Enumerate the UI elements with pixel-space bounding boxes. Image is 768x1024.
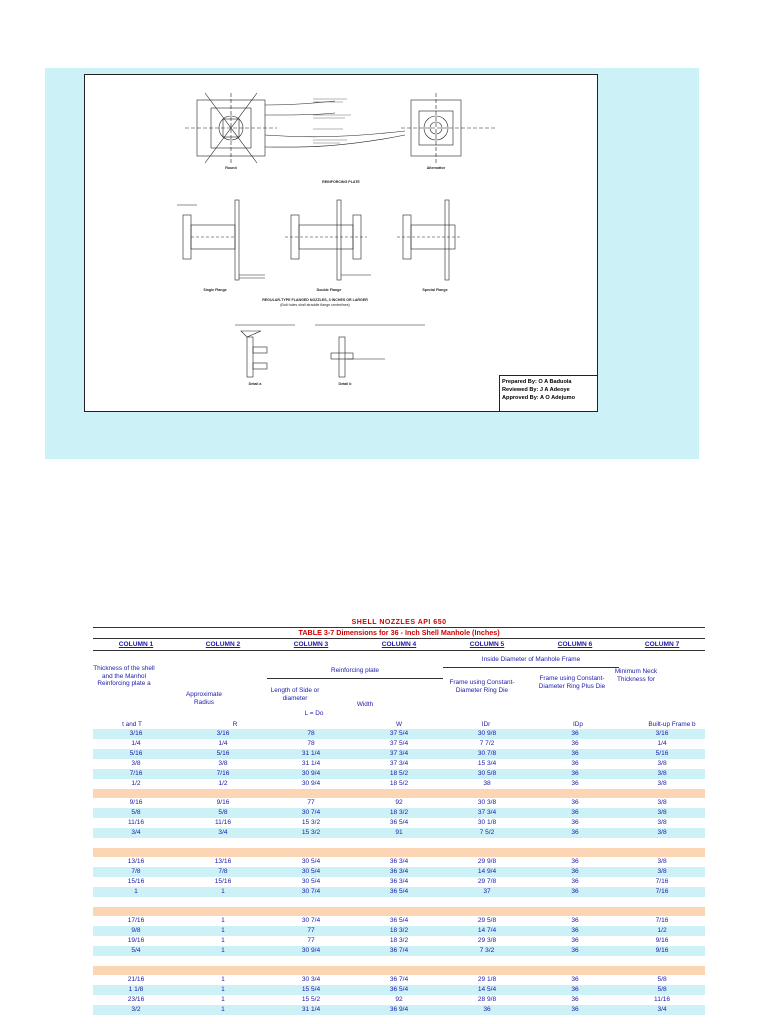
prepared-by: Prepared By: O A Baduola bbox=[502, 379, 572, 385]
detail-a bbox=[235, 325, 295, 377]
cell-col5 bbox=[443, 897, 531, 907]
cell-col5: 37 bbox=[443, 887, 531, 897]
cell-col3: 31 1/4 bbox=[267, 1005, 355, 1015]
cell-col1: 7/16 bbox=[93, 769, 179, 779]
cell-col1: 13/16 bbox=[93, 857, 179, 867]
cell-col2: 3/16 bbox=[179, 729, 267, 739]
cell-col2: 9/16 bbox=[179, 798, 267, 808]
cell-col1 bbox=[93, 907, 179, 916]
cell-col7: 3/8 bbox=[619, 828, 705, 838]
col1-desc: Thickness of the shell and the Manhol Reinforcing plate a bbox=[93, 665, 155, 687]
cell-col1: 1 1/8 bbox=[93, 985, 179, 995]
cell-col6: 36 bbox=[531, 975, 619, 985]
nozzle-drawing bbox=[85, 75, 597, 411]
cell-col3: 31 1/4 bbox=[267, 759, 355, 769]
cell-col4: 37 3/4 bbox=[355, 759, 443, 769]
cell-col4: 18 3/2 bbox=[355, 808, 443, 818]
cell-col1: 5/4 bbox=[93, 946, 179, 956]
cell-col1 bbox=[93, 956, 179, 966]
approved-by: Approved By: A O Adejumo bbox=[502, 395, 576, 401]
cell-col5: 29 7/8 bbox=[443, 877, 531, 887]
cell-col3: 15 3/2 bbox=[267, 818, 355, 828]
cell-col3 bbox=[267, 956, 355, 966]
table-row bbox=[93, 916, 705, 926]
cell-col5: 29 1/8 bbox=[443, 975, 531, 985]
cell-col4: 37 5/4 bbox=[355, 739, 443, 749]
cell-col7: 9/16 bbox=[619, 946, 705, 956]
cell-col5: 29 5/8 bbox=[443, 916, 531, 926]
cell-col5: 14 9/4 bbox=[443, 867, 531, 877]
column-1-label: COLUMN 1 bbox=[118, 641, 154, 648]
cell-col3: 31 1/4 bbox=[267, 749, 355, 759]
cell-col6: 36 bbox=[531, 877, 619, 887]
cell-col3: 30 9/4 bbox=[267, 779, 355, 789]
cell-col7: 3/8 bbox=[619, 857, 705, 867]
cell-col2: 1 bbox=[179, 916, 267, 926]
cell-col4: 18 5/2 bbox=[355, 769, 443, 779]
cell-col3: 77 bbox=[267, 798, 355, 808]
cell-col2: 1 bbox=[179, 995, 267, 1005]
cell-col7 bbox=[619, 789, 705, 798]
column-2-label: COLUMN 2 bbox=[205, 641, 241, 648]
double-flange-nozzle bbox=[285, 200, 371, 280]
label-double-flange: Double Flange bbox=[316, 288, 342, 292]
col2-symbol: R bbox=[232, 721, 238, 728]
cell-col7 bbox=[619, 966, 705, 975]
cell-col3: 30 9/4 bbox=[267, 946, 355, 956]
cell-col7: 5/8 bbox=[619, 985, 705, 995]
column-3-label: COLUMN 3 bbox=[293, 641, 329, 648]
cell-col6: 36 bbox=[531, 759, 619, 769]
cell-col1: 9/16 bbox=[93, 798, 179, 808]
cell-col2 bbox=[179, 907, 267, 916]
cell-col3 bbox=[267, 907, 355, 916]
table-row bbox=[93, 779, 705, 789]
label-regular-nozzles: REGULAR-TYPE FLANGED NOZZLES, 3 INCHES OR LARGER bbox=[262, 298, 368, 302]
cell-col7: 3/8 bbox=[619, 769, 705, 779]
cell-col1: 11/16 bbox=[93, 818, 179, 828]
cell-col5: 29 9/8 bbox=[443, 857, 531, 867]
title-block bbox=[499, 375, 597, 411]
cell-col2: 7/16 bbox=[179, 769, 267, 779]
table-row bbox=[93, 729, 705, 739]
cell-col6: 36 bbox=[531, 887, 619, 897]
cell-col2 bbox=[179, 789, 267, 798]
table-row bbox=[93, 749, 705, 759]
table-row bbox=[93, 1005, 705, 1015]
cell-col6 bbox=[531, 848, 619, 857]
col6-symbol: IDp bbox=[573, 721, 583, 728]
cell-col1: 1/4 bbox=[93, 739, 179, 749]
cell-col7 bbox=[619, 956, 705, 966]
label-round: Round bbox=[225, 166, 237, 170]
cell-col1: 5/16 bbox=[93, 749, 179, 759]
cell-col3: 30 5/4 bbox=[267, 857, 355, 867]
label-single-flange: Single Flange bbox=[203, 288, 227, 292]
cell-col7: 11/16 bbox=[619, 995, 705, 1005]
cell-col4: 18 3/2 bbox=[355, 936, 443, 946]
cell-col6 bbox=[531, 907, 619, 916]
cell-col7: 3/8 bbox=[619, 779, 705, 789]
col3-desc: Length of Side or diameter bbox=[270, 687, 320, 702]
label-reinforcing-plate: REINFORCING PLATE bbox=[322, 180, 360, 184]
col6-desc: Frame using Constant-Diameter Ring Plus Die bbox=[538, 675, 606, 690]
cell-col2: 5/8 bbox=[179, 808, 267, 818]
cell-col7: 1/2 bbox=[619, 926, 705, 936]
cell-col1 bbox=[93, 789, 179, 798]
cell-col1: 3/4 bbox=[93, 828, 179, 838]
cell-col2: 1 bbox=[179, 887, 267, 897]
cell-col6: 36 bbox=[531, 985, 619, 995]
table-row bbox=[93, 828, 705, 838]
table-row bbox=[93, 818, 705, 828]
table-row bbox=[93, 985, 705, 995]
cell-col1: 19/16 bbox=[93, 936, 179, 946]
reinforcing-plate-header: Reinforcing plate bbox=[267, 667, 443, 679]
cell-col4 bbox=[355, 838, 443, 848]
cell-col5: 7 5/2 bbox=[443, 828, 531, 838]
table-title: SHELL NOZZLES API 650 bbox=[351, 619, 447, 626]
cell-col7: 3/8 bbox=[619, 798, 705, 808]
cell-col3: 30 5/4 bbox=[267, 877, 355, 887]
cell-col3: 30 9/4 bbox=[267, 769, 355, 779]
cell-col4 bbox=[355, 966, 443, 975]
col5-symbol: IDr bbox=[481, 721, 491, 728]
cell-col1: 23/16 bbox=[93, 995, 179, 1005]
cell-col6 bbox=[531, 897, 619, 907]
cell-col2: 5/16 bbox=[179, 749, 267, 759]
cell-col5 bbox=[443, 848, 531, 857]
cell-col5: 38 bbox=[443, 779, 531, 789]
col7-desc: Minimum Neck Thickness for bbox=[614, 668, 658, 683]
cell-col4: 18 3/2 bbox=[355, 926, 443, 936]
table-row bbox=[93, 936, 705, 946]
cell-col2: 1 bbox=[179, 985, 267, 995]
cell-col2: 1/2 bbox=[179, 779, 267, 789]
manhole-dimensions-table-wrap bbox=[93, 619, 705, 1015]
cell-col7: 3/8 bbox=[619, 818, 705, 828]
separator-row bbox=[93, 907, 705, 916]
table-row bbox=[93, 867, 705, 877]
cell-col4 bbox=[355, 789, 443, 798]
label-detail-b: Detail b bbox=[338, 382, 352, 386]
reviewed-by: Reviewed By: J A Adeoye bbox=[502, 387, 570, 393]
column-4-label: COLUMN 4 bbox=[381, 641, 417, 648]
cell-col6: 36 bbox=[531, 936, 619, 946]
cell-col3 bbox=[267, 966, 355, 975]
separator-row bbox=[93, 966, 705, 975]
cell-col4: 36 5/4 bbox=[355, 916, 443, 926]
cell-col5 bbox=[443, 966, 531, 975]
cell-col2: 3/4 bbox=[179, 828, 267, 838]
cell-col1 bbox=[93, 966, 179, 975]
table-row bbox=[93, 946, 705, 956]
table-row bbox=[93, 838, 705, 848]
table-row bbox=[93, 769, 705, 779]
cell-col1: 15/16 bbox=[93, 877, 179, 887]
cell-col4 bbox=[355, 848, 443, 857]
column-7-label: COLUMN 7 bbox=[644, 641, 680, 648]
cell-col3 bbox=[267, 848, 355, 857]
table-row bbox=[93, 887, 705, 897]
cell-col6: 36 bbox=[531, 995, 619, 1005]
column-6-label: COLUMN 6 bbox=[557, 641, 593, 648]
cell-col5: 30 5/8 bbox=[443, 769, 531, 779]
cell-col3: 15 3/2 bbox=[267, 828, 355, 838]
cell-col2: 1/4 bbox=[179, 739, 267, 749]
cell-col7: 5/16 bbox=[619, 749, 705, 759]
cell-col4: 36 7/4 bbox=[355, 946, 443, 956]
cell-col1: 5/8 bbox=[93, 808, 179, 818]
cell-col7: 1/4 bbox=[619, 739, 705, 749]
detail-b bbox=[315, 325, 425, 377]
col4-symbol: W bbox=[395, 721, 403, 728]
cell-col3 bbox=[267, 789, 355, 798]
cell-col1 bbox=[93, 838, 179, 848]
reinforcing-plate-alternative-view bbox=[401, 93, 495, 163]
cell-col1 bbox=[93, 897, 179, 907]
cell-col5: 14 5/4 bbox=[443, 985, 531, 995]
cell-col2: 11/16 bbox=[179, 818, 267, 828]
cell-col1: 3/16 bbox=[93, 729, 179, 739]
cell-col2: 1 bbox=[179, 946, 267, 956]
cell-col2: 1 bbox=[179, 936, 267, 946]
cell-col3: 30 7/4 bbox=[267, 916, 355, 926]
cell-col5 bbox=[443, 838, 531, 848]
cell-col2: 13/16 bbox=[179, 857, 267, 867]
label-special-flange: Special Flange bbox=[422, 288, 448, 292]
label-alternative: Alternative bbox=[426, 166, 446, 170]
cell-col7 bbox=[619, 848, 705, 857]
cell-col5 bbox=[443, 907, 531, 916]
manhole-dimensions-table bbox=[93, 619, 705, 1015]
cell-col6: 36 bbox=[531, 769, 619, 779]
cell-col4: 91 bbox=[355, 828, 443, 838]
cell-col5: 37 3/4 bbox=[443, 808, 531, 818]
col4-desc: Width bbox=[356, 701, 374, 708]
cell-col5: 29 3/8 bbox=[443, 936, 531, 946]
table-row bbox=[93, 759, 705, 769]
cell-col7: 3/16 bbox=[619, 729, 705, 739]
cell-col1 bbox=[93, 848, 179, 857]
cell-col7: 9/16 bbox=[619, 936, 705, 946]
table-row bbox=[93, 739, 705, 749]
drawing-sheet bbox=[84, 74, 598, 412]
single-flange-nozzle bbox=[177, 200, 265, 280]
cell-col4: 36 7/4 bbox=[355, 975, 443, 985]
table-row bbox=[93, 926, 705, 936]
cell-col3: 78 bbox=[267, 739, 355, 749]
cell-col2 bbox=[179, 956, 267, 966]
cell-col4: 36 3/4 bbox=[355, 877, 443, 887]
cell-col4: 36 5/4 bbox=[355, 985, 443, 995]
cell-col2 bbox=[179, 897, 267, 907]
cell-col4 bbox=[355, 956, 443, 966]
table-body bbox=[93, 729, 705, 1015]
label-bolt-holes: (Bolt holes shall straddle flange centerlines) bbox=[280, 303, 350, 307]
cell-col6: 36 bbox=[531, 916, 619, 926]
cell-col5: 30 3/8 bbox=[443, 798, 531, 808]
cell-col4: 37 3/4 bbox=[355, 749, 443, 759]
cell-col5 bbox=[443, 956, 531, 966]
cell-col5: 36 bbox=[443, 1005, 531, 1015]
table-row bbox=[93, 798, 705, 808]
cell-col6: 36 bbox=[531, 857, 619, 867]
cell-col2 bbox=[179, 966, 267, 975]
cell-col7 bbox=[619, 907, 705, 916]
cell-col4: 36 5/4 bbox=[355, 818, 443, 828]
cell-col3: 30 7/4 bbox=[267, 887, 355, 897]
cell-col2: 1 bbox=[179, 926, 267, 936]
cell-col6: 36 bbox=[531, 828, 619, 838]
cell-col7: 3/4 bbox=[619, 1005, 705, 1015]
cell-col7 bbox=[619, 897, 705, 907]
cell-col6: 36 bbox=[531, 926, 619, 936]
cell-col4: 36 3/4 bbox=[355, 857, 443, 867]
cell-col3: 30 3/4 bbox=[267, 975, 355, 985]
inside-diameter-header: Inside Diameter of Manhole Frame bbox=[443, 656, 619, 668]
cell-col2: 3/8 bbox=[179, 759, 267, 769]
cell-col1: 17/16 bbox=[93, 916, 179, 926]
cell-col7: 7/16 bbox=[619, 887, 705, 897]
cell-col6: 36 bbox=[531, 749, 619, 759]
cell-col5: 30 7/8 bbox=[443, 749, 531, 759]
cell-col6: 36 bbox=[531, 1005, 619, 1015]
cell-col2: 1 bbox=[179, 1005, 267, 1015]
cell-col3: 30 7/4 bbox=[267, 808, 355, 818]
cell-col2: 1 bbox=[179, 975, 267, 985]
cell-col5: 15 3/4 bbox=[443, 759, 531, 769]
cell-col2 bbox=[179, 838, 267, 848]
table-row bbox=[93, 808, 705, 818]
cell-col1: 7/8 bbox=[93, 867, 179, 877]
table-row bbox=[93, 995, 705, 1005]
label-detail-a: Detail a bbox=[248, 382, 262, 386]
cell-col6: 36 bbox=[531, 946, 619, 956]
cell-col6: 36 bbox=[531, 867, 619, 877]
cell-col6: 36 bbox=[531, 798, 619, 808]
column-number-row bbox=[93, 639, 705, 651]
col1-symbol: t and T bbox=[122, 721, 142, 728]
cell-col5: 30 9/8 bbox=[443, 729, 531, 739]
cell-col3: 30 5/4 bbox=[267, 867, 355, 877]
table-subtitle: TABLE 3-7 Dimensions for 36 - Inch Shell Manhole (Inches) bbox=[93, 628, 705, 639]
cell-col1: 9/8 bbox=[93, 926, 179, 936]
cell-col7: 7/16 bbox=[619, 877, 705, 887]
cell-col6: 36 bbox=[531, 729, 619, 739]
cell-col4: 92 bbox=[355, 798, 443, 808]
cell-col5: 7 7/2 bbox=[443, 739, 531, 749]
cell-col7: 3/8 bbox=[619, 808, 705, 818]
drawing-panel bbox=[45, 68, 699, 459]
col7-symbol: Built-up Frame b bbox=[648, 721, 696, 728]
cell-col2: 15/16 bbox=[179, 877, 267, 887]
cell-col2 bbox=[179, 848, 267, 857]
cell-col5: 28 9/8 bbox=[443, 995, 531, 1005]
separator-row bbox=[93, 848, 705, 857]
cell-col1: 1 bbox=[93, 887, 179, 897]
cell-col6: 36 bbox=[531, 808, 619, 818]
cell-col6 bbox=[531, 789, 619, 798]
cell-col5 bbox=[443, 789, 531, 798]
cell-col7: 3/8 bbox=[619, 759, 705, 769]
cell-col4: 92 bbox=[355, 995, 443, 1005]
cell-col7: 3/8 bbox=[619, 867, 705, 877]
cell-col4: 18 5/2 bbox=[355, 779, 443, 789]
table-row bbox=[93, 956, 705, 966]
table-row bbox=[93, 975, 705, 985]
cell-col4: 37 5/4 bbox=[355, 729, 443, 739]
cell-col4: 36 3/4 bbox=[355, 867, 443, 877]
table-row bbox=[93, 877, 705, 887]
cell-col7: 5/8 bbox=[619, 975, 705, 985]
column-description-row bbox=[93, 651, 705, 730]
special-flange-nozzle bbox=[397, 200, 461, 280]
cell-col6 bbox=[531, 956, 619, 966]
col3-symbol: L = Do bbox=[304, 710, 324, 717]
cell-col1: 3/8 bbox=[93, 759, 179, 769]
cell-col5: 30 1/8 bbox=[443, 818, 531, 828]
cell-col4 bbox=[355, 897, 443, 907]
cell-col3 bbox=[267, 897, 355, 907]
cell-col5: 7 3/2 bbox=[443, 946, 531, 956]
cell-col4 bbox=[355, 907, 443, 916]
reinforcing-plate-round-view bbox=[185, 93, 405, 163]
cell-col1: 21/16 bbox=[93, 975, 179, 985]
cell-col6: 36 bbox=[531, 739, 619, 749]
cell-col3 bbox=[267, 838, 355, 848]
cell-col3: 15 5/4 bbox=[267, 985, 355, 995]
cell-col4: 36 5/4 bbox=[355, 887, 443, 897]
cell-col2: 7/8 bbox=[179, 867, 267, 877]
col2-desc: Approximate Radius bbox=[186, 691, 222, 706]
column-5-label: COLUMN 5 bbox=[469, 641, 505, 648]
cell-col6 bbox=[531, 966, 619, 975]
cell-col3: 77 bbox=[267, 936, 355, 946]
cell-col6 bbox=[531, 838, 619, 848]
cell-col7: 7/16 bbox=[619, 916, 705, 926]
cell-col6: 36 bbox=[531, 818, 619, 828]
cell-col3: 78 bbox=[267, 729, 355, 739]
cell-col7 bbox=[619, 838, 705, 848]
col5-desc: Frame using Constant-Diameter Ring Die bbox=[449, 679, 515, 694]
cell-col6: 36 bbox=[531, 779, 619, 789]
cell-col3: 15 5/2 bbox=[267, 995, 355, 1005]
table-row bbox=[93, 857, 705, 867]
cell-col1: 3/2 bbox=[93, 1005, 179, 1015]
table-row bbox=[93, 897, 705, 907]
cell-col1: 1/2 bbox=[93, 779, 179, 789]
separator-row bbox=[93, 789, 705, 798]
cell-col5: 14 7/4 bbox=[443, 926, 531, 936]
cell-col4: 36 9/4 bbox=[355, 1005, 443, 1015]
cell-col3: 77 bbox=[267, 926, 355, 936]
